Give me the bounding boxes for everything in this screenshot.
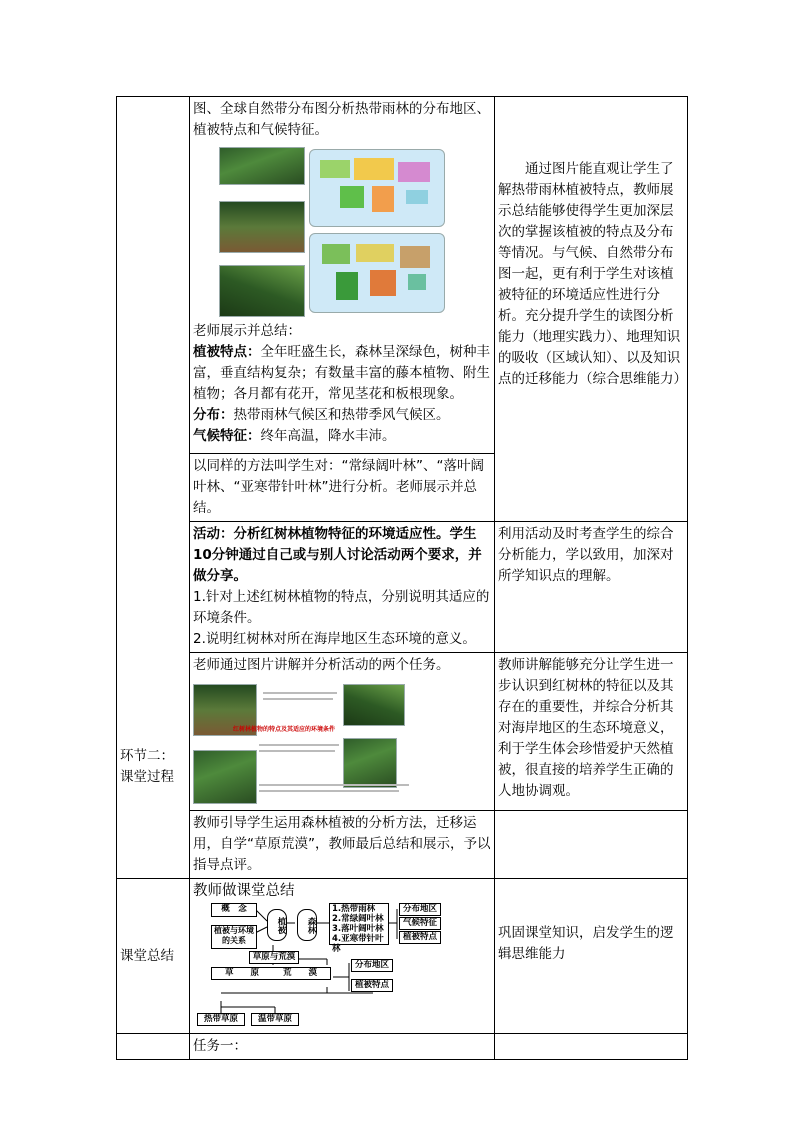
veg-text: 全年旺盛生长，森林呈深绿色，树种丰富，垂直结构复杂；有数量丰富的藤本植物、附生植物；各月都有花开，常见茎花和板根现象。 <box>193 344 490 402</box>
table-row <box>117 1034 688 1060</box>
guide-text: 教师引导学生运用森林植被的分析方法，迁移运用，自学“草原荒漠”，教师最后总结和展示，予以指导点评。 <box>193 815 491 873</box>
summary-label-cell <box>117 879 190 1034</box>
content-cell <box>190 879 495 1034</box>
summary-label: 老师展示并总结： <box>193 323 301 339</box>
slide-text-line <box>259 744 339 746</box>
note-cell <box>495 879 688 1034</box>
content-cell <box>190 1034 495 1060</box>
rainforest-photo-vines <box>219 265 305 317</box>
node-grass-desert: 草原与荒漠 <box>249 951 299 964</box>
note-cell <box>495 811 688 879</box>
content-cell <box>190 811 495 879</box>
content-cell <box>190 522 495 653</box>
summary-title: 教师做课堂总结 <box>193 883 295 899</box>
image-group <box>193 147 491 317</box>
knowledge-diagram <box>193 903 491 1031</box>
dist-text: 热带雨林气候区和热带季风气候区。 <box>233 407 450 423</box>
lesson-plan-table <box>116 96 688 1060</box>
node-grass: 草 原 <box>224 968 259 978</box>
note-cell <box>495 97 688 522</box>
content-cell <box>190 653 495 811</box>
empty-cell <box>495 1034 688 1060</box>
content-cell <box>190 454 495 522</box>
node-senlin: 森林 <box>297 909 317 941</box>
note-cell <box>495 522 688 653</box>
slide-title: 红树林植物的特点及其适应的环境条件 <box>233 726 336 733</box>
section-label-cell <box>117 97 190 879</box>
mangrove-photo-forest <box>193 750 257 804</box>
activity-item-1: 1.针对上述红树林植物的特点，分别说明其适应的环境条件。 <box>193 589 490 626</box>
node-relation: 植被与环境的关系 <box>211 925 257 949</box>
table-row <box>117 97 688 454</box>
content-cell <box>190 97 495 454</box>
table-row <box>117 879 688 1034</box>
table-row <box>117 522 688 653</box>
slide-text-line <box>259 784 409 786</box>
note-text: 教师讲解能够充分让学生进一步认识到红树林的特征以及其存在的重要性，并综合分析其对海岸地区的生态环境意义，利于学生体会珍惜爱护天然植被，很直接的培养学生正确的人地协调观。 <box>498 657 674 799</box>
mangrove-photo-seedlings <box>343 684 405 726</box>
summary-section-label: 课堂总结 <box>120 947 174 964</box>
section-label: 环节二：课堂过程 <box>120 747 174 785</box>
activity-text: 活动：分析红树林植物特征的环境适应性。学生10分钟通过自己或与别人讨论活动两个要求，并做分享。 <box>193 526 482 584</box>
clim-text: 终年高温，降水丰沛。 <box>260 428 396 444</box>
method-text: 以同样的方法叫学生对：“常绿阔叶林”、“落叶阔叶林、“亚寒带针叶林”进行分析。老师展示并总结。 <box>193 458 484 516</box>
forest-item: 4.亚寒带针叶林 <box>332 934 384 954</box>
explain-text: 老师通过图片讲解并分析活动的两个任务。 <box>193 657 450 673</box>
intro-text: 图、全球自然带分布图分析热带雨林的分布地区、植被特点和气候特征。 <box>193 101 490 138</box>
node-temperate-grass: 温带草原 <box>251 1013 299 1026</box>
node-desert: 荒 漠 <box>283 968 318 978</box>
node-distribution: 分布地区 <box>399 903 441 916</box>
world-climate-map <box>309 149 445 227</box>
activity-item-2: 2.说明红树林对所在海岸地区生态环境的意义。 <box>193 631 476 647</box>
node-vegetation: 植被特点 <box>399 931 441 944</box>
slide-text-line <box>259 750 335 752</box>
clim-label: 气候特征： <box>193 428 261 444</box>
note-cell <box>495 653 688 811</box>
slide-text-line <box>259 790 399 792</box>
world-natural-zone-map <box>309 233 445 313</box>
node-concept: 概 念 <box>211 903 257 917</box>
empty-cell <box>117 1034 190 1060</box>
table-row <box>117 811 688 879</box>
task-text: 任务一： <box>193 1038 247 1054</box>
note-text: 利用活动及时考查学生的综合分析能力，学以致用，加深对所学知识点的理解。 <box>498 526 674 584</box>
node-distribution-2: 分布地区 <box>351 959 393 972</box>
table-row <box>117 653 688 811</box>
node-grass-desert-row <box>211 967 331 980</box>
dist-label: 分布： <box>193 407 234 423</box>
slide-text-line <box>263 692 337 694</box>
node-zhibei: 植被 <box>267 909 287 941</box>
mangrove-photo-pneumatophores <box>343 738 397 788</box>
rainforest-photo-buttress-root <box>219 201 305 253</box>
node-forest-list <box>329 903 389 954</box>
forest-item: 1.热带雨林 <box>332 904 376 914</box>
slide-text-line <box>263 698 333 700</box>
node-climate: 气候特征 <box>399 917 441 930</box>
note-text: 通过图片能直观让学生了解热带雨林植被特点，教师展示总结能够使得学生更加深层次的掌握该植被的特点及分布等情况。与气候、自然带分布图一起，更有利于学生对该植被特征的环境适应性进行分析。充分提升学生的读图分析能力（地理实践力）、地理知识的吸收（区域认知）、以及知识点的迁移能力（综合思维能力） <box>498 161 687 387</box>
rainforest-photo-canopy <box>219 147 305 185</box>
node-tropical-grass: 热带草原 <box>197 1013 245 1026</box>
mangrove-slide <box>193 684 491 804</box>
veg-label: 植被特点： <box>193 344 261 360</box>
forest-item: 3.落叶阔叶林 <box>332 924 384 934</box>
forest-item: 2.常绿阔叶林 <box>332 914 384 924</box>
note-text: 巩固课堂知识，启发学生的逻辑思维能力 <box>498 925 674 962</box>
node-vegetation-2: 植被特点 <box>351 979 393 992</box>
